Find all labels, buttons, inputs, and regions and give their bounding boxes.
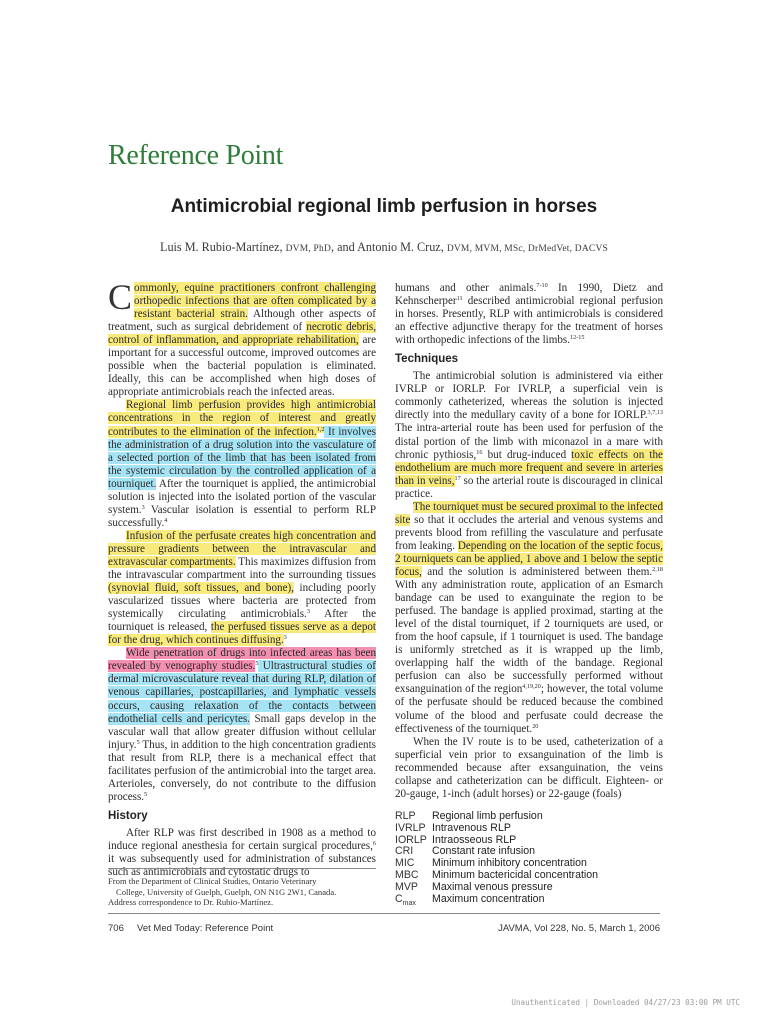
text-run: so the arterial route is discouraged in clinical practice. bbox=[395, 474, 664, 500]
highlight-yellow: the perfused tissues serve as a depot for the drug, which continues diffusing. bbox=[108, 621, 376, 647]
text-run: Thus, in addition to the high concentration gradients that result from RLP, there is a mechanical effect that facilitates perfusion of the antimicrobial into the target area. Arterioles, conversely, do not contribute to the diffusion process. bbox=[108, 738, 376, 803]
left-column bbox=[108, 277, 377, 879]
reference-marker: 11 bbox=[456, 295, 463, 303]
abbreviation-key-base: C bbox=[395, 892, 403, 905]
abbreviation-value: Maximum concentration bbox=[432, 892, 545, 905]
footer-divider bbox=[108, 913, 660, 914]
paragraph bbox=[108, 647, 376, 804]
footer-page-info: 706 Vet Med Today: Reference Point bbox=[108, 923, 274, 934]
text-run: The antimicrobial solution is administered via either IVRLP or IORLP. For IVRLP, a superficial vein is commonly catheterized, whereas the solution is injected directly into the medullary cavity of a bone for IORLP. bbox=[395, 370, 663, 422]
abbreviation-key: MBC bbox=[395, 868, 419, 881]
reference-marker: 5 bbox=[144, 790, 148, 798]
author-name: Antonio M. Cruz bbox=[357, 240, 441, 254]
text-run: After the tourniquet is applied, the antimicrobial solution is injected into the isolated portion of the vascular system. bbox=[108, 477, 376, 516]
abbreviation-key: RLP bbox=[395, 810, 416, 822]
highlight-yellow: toxic effects on the endothelium are much more frequent and severe in arteries than in veins, bbox=[395, 448, 663, 487]
highlight-pink: Wide penetration of drugs into infected areas has been revealed by venography studies. bbox=[108, 647, 376, 673]
abbreviation-key: IVRLP bbox=[395, 821, 426, 834]
highlight-yellow: necrotic debris, control of inflammation, and appropriate rehabilitation, bbox=[108, 321, 376, 347]
article-title: Antimicrobial regional limb perfusion in horses bbox=[170, 196, 598, 217]
highlight-blue: It involves the administration of a drug solution into the vasculature of a selected portion of the limb that has been isolated from the systemic circulation by the controlled application of a tourniquet. bbox=[108, 425, 376, 490]
paragraph bbox=[395, 282, 663, 347]
author-credentials: DVM, MVM, MSc, DrMedVet, DACVS bbox=[446, 244, 608, 254]
reference-marker: 4,19,20 bbox=[522, 683, 541, 691]
author-credentials: DVM, PhD bbox=[285, 244, 332, 254]
paragraph bbox=[108, 277, 376, 399]
text-run: humans and other animals. bbox=[395, 282, 537, 294]
abbreviation-value: Constant rate infusion bbox=[432, 845, 536, 858]
abbreviation-value: Minimum bactericidal concentration bbox=[432, 868, 599, 881]
text-run: but drug-induced bbox=[482, 448, 572, 461]
reference-marker: 16 bbox=[476, 448, 483, 456]
text-run: When the IV route is to be used, catheterization of a superficial vein prior to exsanguination of the limb is recommended because after exsanguination, the veins collapse and catheterization can be difficult. Eighteen- or 20-gauge, 1-inch (adult horses) or 22-gauge (foals) bbox=[395, 735, 663, 800]
affiliation-footnote bbox=[108, 868, 376, 908]
reference-marker: 3,7,13 bbox=[647, 409, 663, 417]
text-run: so that it occludes the arterial and venous systems and prevents blood from refilling the vasculature and perfusate from leaking. bbox=[395, 513, 663, 552]
abbreviation-value: Regional limb perfusion bbox=[432, 810, 543, 822]
abbreviations-table bbox=[395, 811, 598, 909]
reference-marker: 7-10 bbox=[536, 282, 548, 289]
abbreviation-row bbox=[395, 823, 598, 835]
abbreviation-key: MIC bbox=[395, 857, 415, 870]
footer-journal-citation: JAVMA, Vol 228, No. 5, March 1, 2006 bbox=[498, 923, 660, 934]
reference-marker: 2,18 bbox=[652, 565, 663, 573]
text-run: and the solution is administered between them. bbox=[421, 565, 653, 578]
affiliation-line: College, University of Guelph, Guelph, ON N1G 2W1, Canada. bbox=[116, 886, 337, 897]
reference-marker: 3 bbox=[306, 608, 310, 616]
abbreviation-key-subscript: max bbox=[402, 899, 416, 907]
abbreviations-box bbox=[395, 811, 663, 909]
paragraph bbox=[395, 501, 663, 736]
reference-marker: 1,2 bbox=[316, 425, 325, 433]
abbreviation-value: Maximal venous pressure bbox=[432, 880, 553, 893]
highlight-blue: Ultrastructural studies of dermal microvasculature reveal that during RLP, dilation of venous capillaries, postcapillaries, and lymphatic vessels occurs, causing relaxation of the contacts between endothelial cells and pericytes. bbox=[108, 660, 376, 725]
text-run: are important for a successful outcome, improved outcomes are possible when the bacterial population is eliminated. Ideally, this can be accomplished when high doses of appropriate antimicrobials reach the infected areas. bbox=[108, 334, 376, 399]
text-run: described antimicrobial regional perfusion in horses. Presently, RLP with antimicrobials is considered an effective adjunctive therapy for the treatment of horses with orthopedic infections of the limbs. bbox=[395, 295, 663, 347]
text-run: After the tourniquet is released, bbox=[108, 608, 376, 634]
affiliation-line: Address correspondence to Dr. Rubio-Martínez. bbox=[108, 897, 274, 908]
paragraph bbox=[395, 736, 663, 801]
abbreviation-key: IORLP bbox=[395, 833, 427, 846]
text-run: This maximizes diffusion from the intravascular compartment into the surrounding tissues bbox=[108, 555, 376, 582]
abbreviation-value: Minimum inhibitory concentration bbox=[432, 857, 587, 870]
text-run: After RLP was first described in 1908 as a method to induce regional anesthesia for certain surgical procedures, bbox=[108, 826, 376, 852]
text-run: In 1990, Dietz and Kehnscherper bbox=[395, 282, 663, 308]
highlight-yellow: ommonly, equine practitioners confront challenging orthopedic infections that are often complicated by a resistant bacterial strain. bbox=[134, 282, 376, 321]
highlight-yellow: (synovial fluid, soft tissues, and bone), bbox=[108, 582, 294, 595]
reference-marker: 20 bbox=[532, 722, 539, 730]
section-heading-techniques: Techniques bbox=[395, 353, 459, 366]
reference-marker: 3 bbox=[141, 503, 145, 511]
text-run: Small gaps develop in the vascular wall that allow greater diffusion without cellular injury. bbox=[108, 712, 377, 751]
abbreviation-value: Intravenous RLP bbox=[432, 821, 511, 834]
affiliation-line: From the Department of Clinical Studies, Ontario Veterinary bbox=[108, 876, 317, 886]
abbreviation-key: MVP bbox=[395, 880, 418, 893]
text-run: The intra-arterial route has been used for perfusion of the distal portion of the limb with miconazol in a mare with chronic pythiosis, bbox=[395, 422, 663, 461]
reference-marker: 17 bbox=[454, 474, 461, 482]
text-run: Although other aspects of treatment, such as surgical debridement of bbox=[108, 308, 376, 334]
author-name: Luis M. Rubio-Martínez bbox=[160, 240, 280, 254]
paragraph bbox=[108, 399, 376, 529]
text-run: ; however, the total volume of the perfusate should be reduced because the combined volume of the blood and perfusate could decrease the effectiveness of the tourniquet. bbox=[395, 683, 663, 735]
author-line: Luis M. Rubio-Martínez, DVM, PhD, and Antonio M. Cruz, DVM, MVM, MSc, DrMedVet, DACVS bbox=[160, 240, 608, 254]
reference-marker: 5 bbox=[136, 738, 140, 746]
highlight-yellow: Depending on the location of the septic focus, 2 tourniquets can be applied, 1 above and 1 below the septic focus, bbox=[395, 539, 663, 578]
abbreviation-row bbox=[395, 870, 598, 882]
highlight-yellow: Regional limb perfusion provides high antimicrobial concentrations in the region of interest and greatly contributes to the elimination of the infection. bbox=[108, 399, 376, 438]
download-watermark: Unauthenticated | Downloaded 04/27/23 03:00 PM UTC bbox=[511, 998, 740, 1007]
text-run: With any administration route, application of an Esmarch bandage can be used to exanguinate the region to be perfused. The bandage is applied proximad, starting at the level of the distal tourniquet, if 2 tourniquets are used, or from the hoof capsule, if 1 tourniquet is used. The bandage is uniformly stretched as it is wrapped up the limb, overlapping half the width of the bandage. Regional perfusion can also be successfully performed without exsanguination of the region bbox=[395, 579, 663, 696]
highlight-yellow: The tourniquet must be secured proximal to the infected site bbox=[395, 500, 663, 526]
reference-marker: 3 bbox=[283, 634, 287, 642]
section-label: Reference Point bbox=[108, 140, 284, 171]
section-heading-history: History bbox=[108, 809, 148, 822]
text-run: it was subsequently used for administration of substances such as antimicrobials and cytostatic drugs to bbox=[108, 853, 376, 879]
drop-cap: C bbox=[108, 277, 133, 317]
abbreviation-key: CRI bbox=[395, 845, 414, 858]
reference-marker: 12-15 bbox=[570, 334, 585, 342]
author-conjunction: and bbox=[337, 240, 355, 254]
highlight-yellow: Infusion of the perfusate creates high concentration and pressure gradients between the intravascular and extravascular compartments. bbox=[108, 529, 376, 568]
reference-marker: 5 bbox=[255, 660, 259, 668]
abbreviation-key bbox=[395, 894, 432, 910]
abbreviation-value: Intraosseous RLP bbox=[432, 833, 517, 846]
reference-marker: 6 bbox=[372, 839, 376, 847]
right-column bbox=[395, 282, 663, 801]
text-run: including poorly vascularized tissues where bacteria are protected from systemically circulating antimicrobials. bbox=[108, 582, 376, 621]
paragraph bbox=[108, 530, 376, 647]
reference-marker: 4 bbox=[164, 516, 168, 524]
abbreviation-row bbox=[395, 882, 598, 894]
text-run: Vascular isolation is essential to perform RLP successfully. bbox=[108, 503, 376, 529]
abbreviation-row bbox=[395, 894, 598, 910]
paragraph bbox=[395, 370, 663, 500]
